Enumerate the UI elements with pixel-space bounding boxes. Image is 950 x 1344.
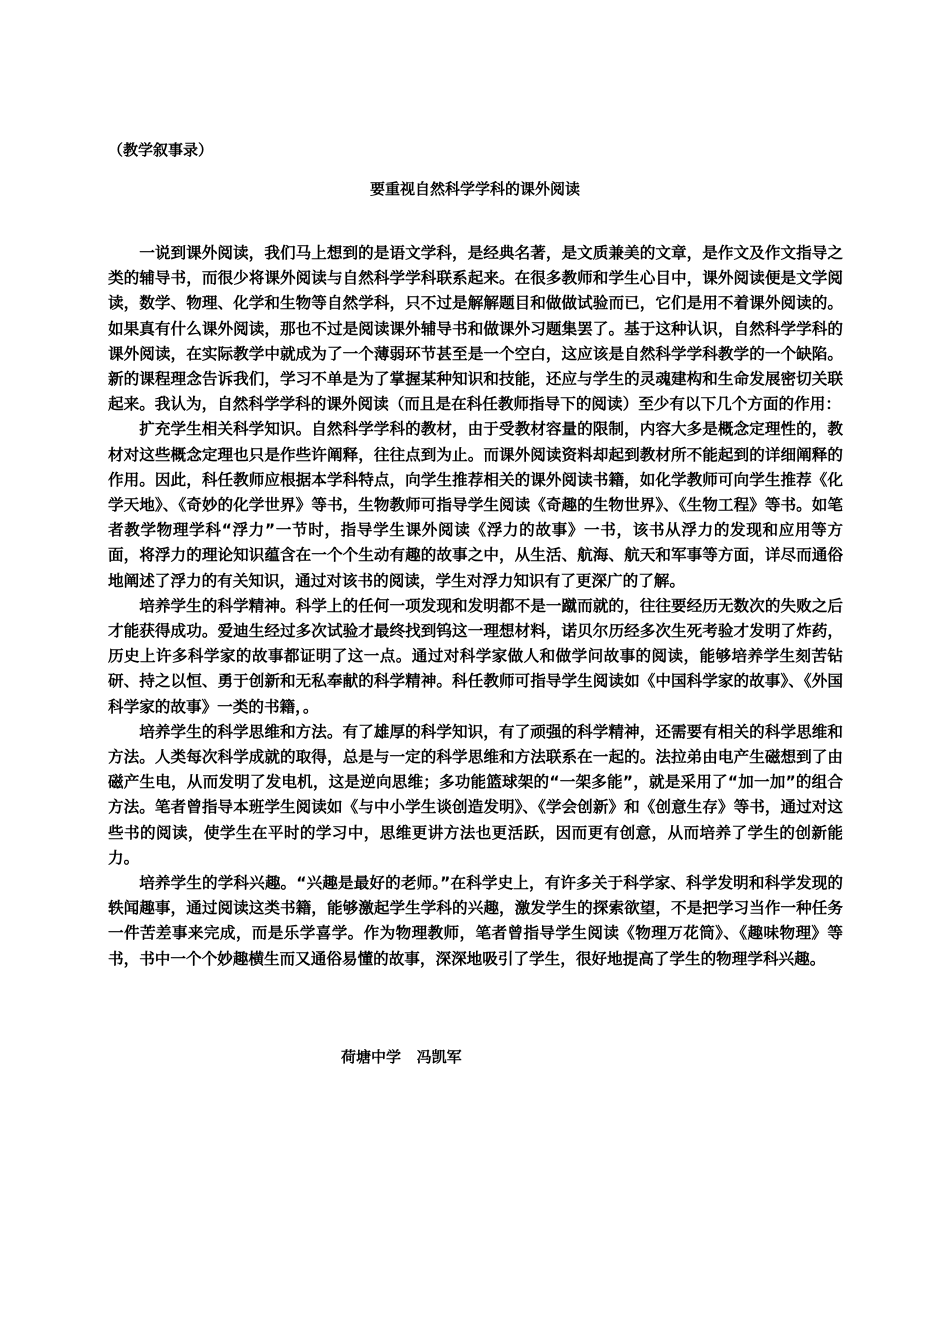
document-body (108, 241, 843, 972)
paragraph-intro: 一说到课外阅读，我们马上想到的是语文学科，是经典名著，是文质兼美的文章，是作文及作文指导之类的辅导书，而很少将课外阅读与自然科学学科联系起来。在很多教师和学生心目中，课外阅读便是文学阅读，数学、物理、化学和生物等自然学科，只不过是解解题目和做做试验而已，它们是用不着课外阅读的。如果真有什么课外阅读，那也不过是阅读课外辅导书和做课外习题集罢了。基于这种认识，自然科学学科的课外阅读，在实际教学中就成为了一个薄弱环节甚至是一个空白，这应该是自然科学学科教学的一个缺陷。新的课程理念告诉我们，学习不单是为了掌握某种知识和技能，还应与学生的灵魂建构和生命发展密切关联起来。我认为，自然科学学科的课外阅读（而且是在科任教师指导下的阅读）至少有以下几个方面的作用： (108, 244, 843, 414)
paragraph-thinking: 培养学生的科学思维和方法。有了雄厚的科学知识，有了顽强的科学精神，还需要有相关的科学思维和方法。人类每次科学成就的取得，总是与一定的科学思维和方法联系在一起的。法拉弟由电产生磁想到了由磁产生电，从而发明了发电机，这是逆向思维；多功能篮球架的“一架多能”，就是采用了“加一加”的组合方法。笔者曾指导本班学生阅读如《与中小学生谈创造发明》、《学会创新》和《创意生存》等书，通过对这些书的阅读，使学生在平时的学习中，思维更讲方法也更活跃，因而更有创意，从而培养了学生的创新能力。 (108, 722, 843, 867)
document-label: （教学叙事录） (108, 141, 214, 159)
paragraph-knowledge: 扩充学生相关科学知识。自然科学学科的教材，由于受教材容量的限制，内容大多是概念定理性的，教材对这些概念定理也只是作些许阐释，往往点到为止。而课外阅读资料却起到教材所不能起到的详细阐释的作用。因此，科任教师应根据本学科特点，向学生推荐相关的课外阅读书籍，如化学教师可向学生推荐《化学天地》、《奇妙的化学世界》等书，生物教师可指导学生阅读《奇趣的生物世界》、《生物工程》等书。如笔者教学物理学科“浮力”一节时，指导学生课外阅读《浮力的故事》一书，该书从浮力的发现和应用等方面，将浮力的理论知识蕴含在一个个生动有趣的故事之中，从生活、航海、航天和军事等方面，详尽而通俗地阐述了浮力的有关知识，通过对该书的阅读，学生对浮力知识有了更深广的了解。 (108, 420, 843, 590)
paragraph-interest: 培养学生的学科兴趣。“兴趣是最好的老师。”在科学史上，有许多关于科学家、科学发明和科学发现的轶闻趣事，通过阅读这类书籍，能够激起学生学科的兴趣，激发学生的探索欲望，不是把学习当作一种任务一件苦差事来完成，而是乐学喜学。作为物理教师，笔者曾指导学生阅读《物理万花筒》、《趣味物理》等书，书中一个个妙趣横生而又通俗易懂的故事，深深地吸引了学生，很好地提高了学生的物理学科兴趣。 (108, 874, 843, 968)
author-signature: 荷塘中学 冯凯军 (341, 1048, 462, 1066)
document-title: 要重视自然科学学科的课外阅读 (369, 180, 580, 198)
paragraph-spirit: 培养学生的科学精神。科学上的任何一项发现和发明都不是一蹴而就的，往往要经历无数次的失败之后才能获得成功。爱迪生经过多次试验才最终找到钨这一理想材料，诺贝尔历经多次生死考验才发明了炸药，历史上许多科学家的故事都证明了这一点。通过对科学家做人和做学问故事的阅读，能够培养学生刻苦钻研、持之以恒、勇于创新和无私奉献的科学精神。科任教师可指导学生阅读如《中国科学家的故事》、《外国科学家的故事》一类的书籍，。 (108, 596, 843, 716)
